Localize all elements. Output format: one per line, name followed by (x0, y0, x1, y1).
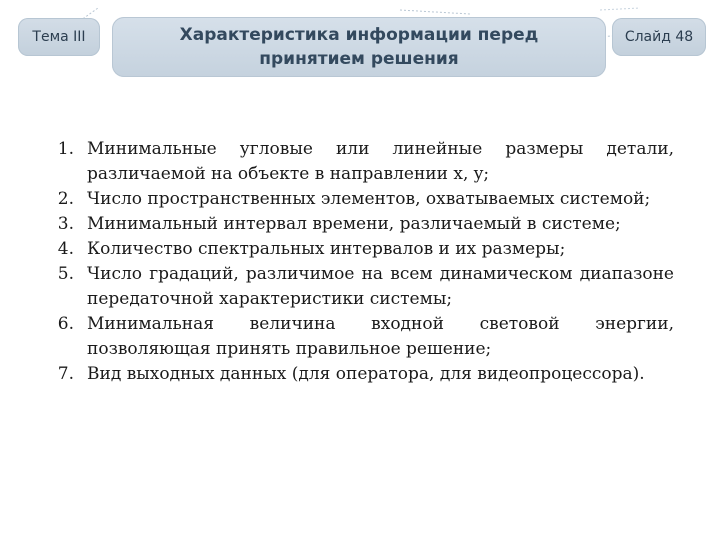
list-item (46, 187, 674, 212)
list-item-number: 3. (57, 214, 74, 234)
list-item (46, 262, 674, 312)
list-item-text: Минимальный интервал времени, различаемый в системе; (87, 214, 621, 234)
list-item-text: Минимальные угловые или линейные размеры детали, различаемой на объекте в направлении x, y; (87, 139, 674, 184)
list-item-number: 2. (57, 189, 74, 209)
list-item-number: 4. (57, 239, 74, 259)
list-item-text: Вид выходных данных (для оператора, для видеопроцессора). (87, 364, 645, 384)
list-item-number: 7. (57, 364, 74, 384)
slide-title: Характеристика информации перед принятием решения (179, 25, 539, 69)
list-item (46, 212, 674, 237)
list-item-text: Число градаций, различимое на всем динамическом диапазоне передаточной характеристики системы; (87, 264, 674, 309)
characteristics-list (46, 137, 674, 387)
list-item (46, 237, 674, 262)
slide-number-label: Слайд 48 (624, 29, 694, 45)
slide-number-badge (612, 18, 706, 56)
list-item-number: 1. (57, 139, 74, 159)
list-item-text: Количество спектральных интервалов и их размеры; (87, 239, 566, 259)
title-box (112, 17, 606, 77)
list-item-text: Число пространственных элементов, охватываемых системой; (87, 189, 651, 209)
topic-badge (18, 18, 100, 56)
list-item-number: 5. (57, 264, 74, 284)
list-item (46, 362, 674, 387)
topic-label: Тема III (32, 29, 86, 45)
list-item (46, 312, 674, 362)
list-item (46, 137, 674, 187)
list-item-number: 6. (57, 314, 74, 334)
list-item-text: Минимальная величина входной световой энергии, позволяющая принять правильное решение; (87, 314, 674, 359)
